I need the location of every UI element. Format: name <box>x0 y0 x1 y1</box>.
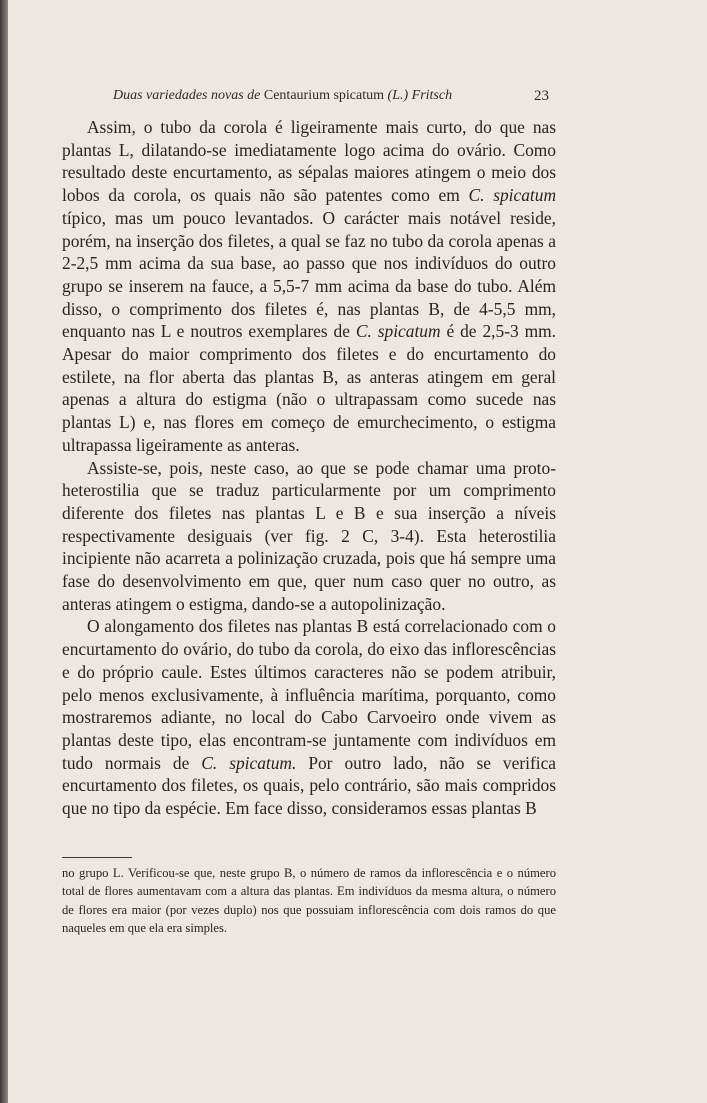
page-number: 23 <box>534 88 549 104</box>
species-name: C. spicatum. <box>201 752 297 773</box>
running-title-author: (L.) Fritsch <box>387 88 453 103</box>
text-run: típico, mas um pouco levantados. O carácter mais notável reside, porém, na inserção dos filetes, a qual se faz no tubo da corola apenas a 2-2,5 mm acima da sua base, ao passo que nos indivíduos do outro grupo se inserem na fauce, a 5,5-7 mm acima da base do tubo. Além disso, o comprimento dos filetes é, nas plantas B, de 4-5,5 mm, enquanto nas L e noutros exemplares de <box>62 207 556 342</box>
text-run: Por outro lado, não se verifica encurtamento dos filetes, os quais, pelo contrário, são mais compridos que no tipo da espécie. Em face disso, consideramos essas plantas B <box>62 752 557 819</box>
species-name: C. spicatum <box>468 185 557 206</box>
page-binding-edge <box>0 0 8 1103</box>
running-title <box>113 88 452 104</box>
body-text <box>62 116 556 820</box>
text-run: O alongamento dos filetes nas plantas B está correlacionado com o encurtamento do ovário, do tubo da corola, do eixo das inflorescências e do próprio caule. Estes últimos caracteres não se podem atribuir, pelo menos exclusivamente, à influência marítima, porquanto, como mostraremos adiante, no local do Cabo Carvoeiro onde vivem as plantas deste tipo, elas encontram-se juntamente com indivíduos em tudo normais de <box>62 616 556 773</box>
paragraph-1 <box>62 116 556 457</box>
text-run: Assiste-se, pois, neste caso, ao que se pode chamar uma proto-heterostilia que se traduz particularmente por um comprimento diferente dos filetes nas plantas L e B e sua inserção a níveis respectivamente desiguais (ver fig. 2 C, 3-4). Esta heterostilia incipiente não acarreta a polinização cruzada, pois que há sempre uma fase do desenvolvimento em que, quer num caso quer no outro, as anteras atingem o estigma, dando-se a autopolinização. <box>62 457 556 614</box>
text-run: é de 2,5-3 mm. Apesar do maior comprimento dos filetes e do encurtamento do estilete, na flor aberta das plantas B, as anteras atingem em geral apenas a altura do estigma (não o ultrapassam como sucede nas plantas L) e, nas flores em começo de emurchecimento, o estigma ultrapassa ligeiramente as anteras. <box>62 321 557 455</box>
paragraph-2 <box>62 457 556 616</box>
footnote <box>62 864 556 937</box>
running-header <box>113 88 549 112</box>
footnote-rule <box>62 857 132 858</box>
text-run: Assim, o tubo da corola é ligeiramente mais curto, do que nas plantas L, dilatando-se imediatamente logo acima do ovário. Como resultado deste encurtamento, as sépalas maiores atingem o meio dos lobos da corola, os quais não são patentes como em <box>62 117 556 206</box>
paragraph-3 <box>62 615 556 819</box>
running-title-roman: Centaurium spicatum <box>260 88 388 103</box>
species-name: C. spicatum <box>355 321 441 342</box>
footnote-text: no grupo L. Verificou-se que, neste grupo B, o número de ramos da inflorescência e o número total de flores aumentavam com a altura das plantas. Em indivíduos da mesma altura, o número de flores era maior (por vezes duplo) nos que possuiam inflorescência com dois ramos do que naqueles em que ela era simples. <box>62 866 556 935</box>
running-title-italic: Duas variedades novas de <box>113 88 261 103</box>
